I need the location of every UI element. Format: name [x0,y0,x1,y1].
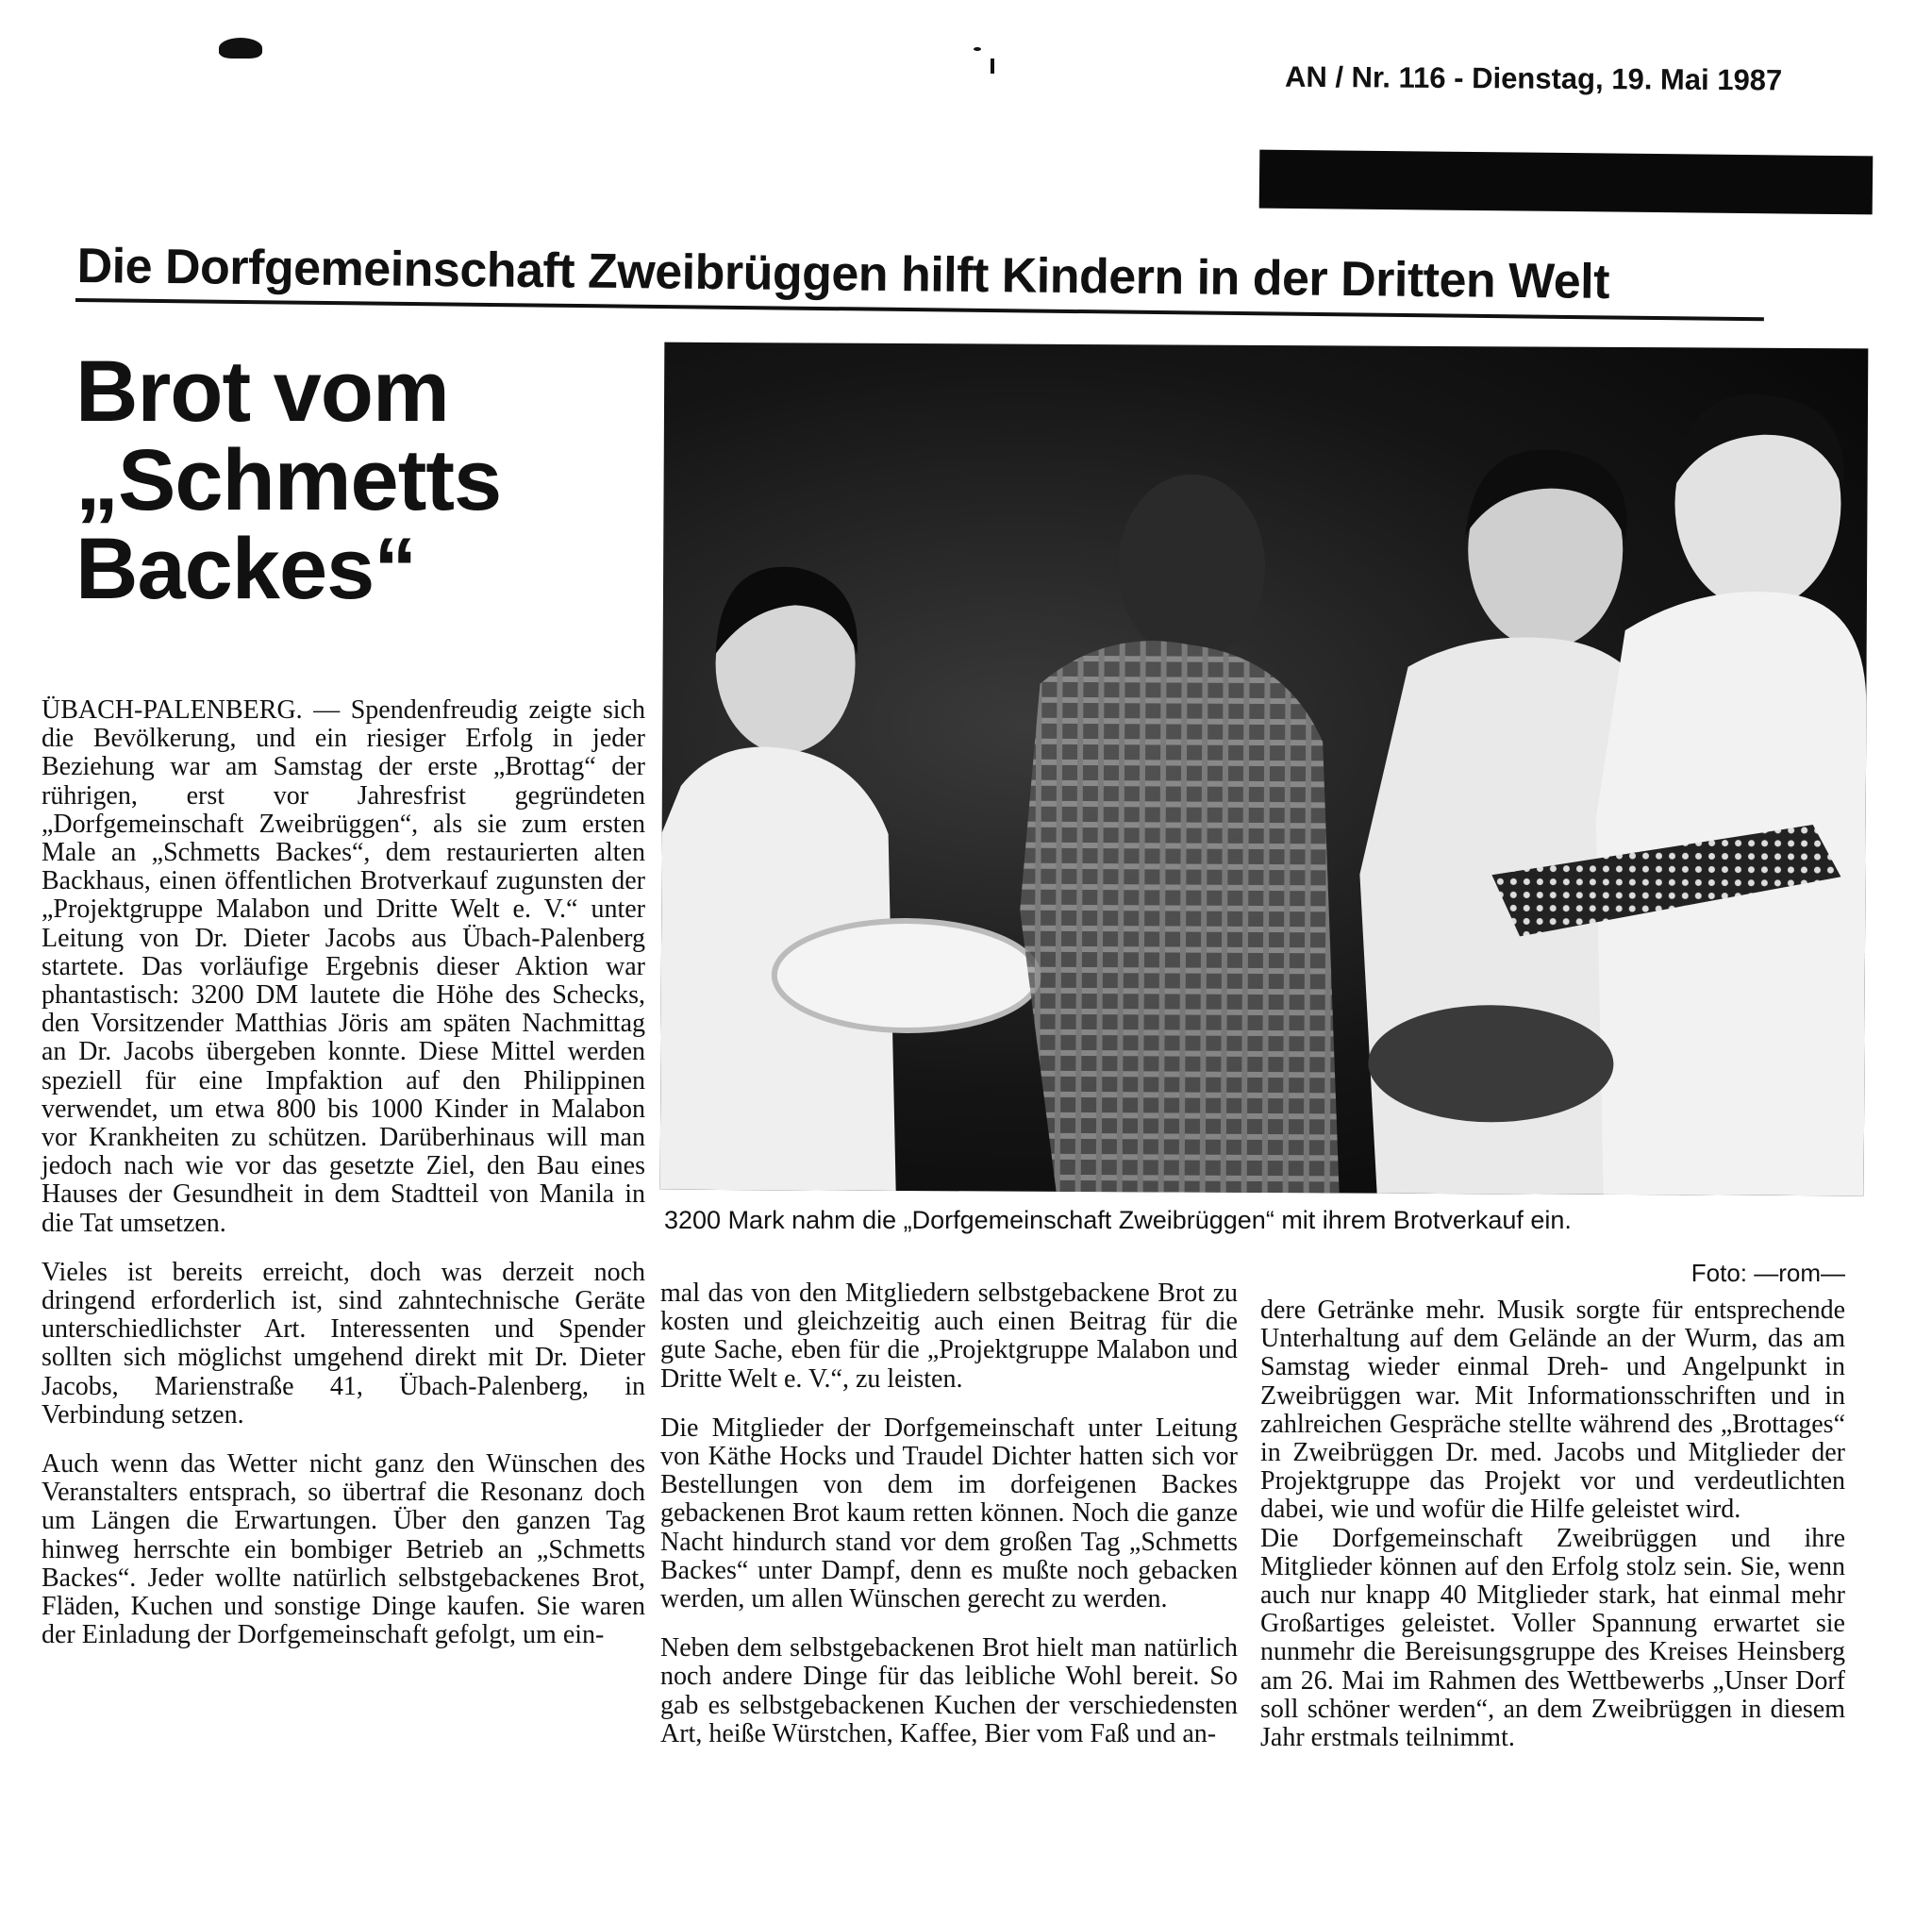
photo-illustration [660,343,1869,1196]
bread-tray [774,920,1040,1030]
headline [75,343,641,617]
headline-line-1: Brot vom [75,343,449,440]
person-middle-body [1019,640,1342,1193]
paragraph: Die Mitglieder der Dorfgemeinschaft unter Leitung von Käthe Hocks und Traudel Dichter hatten sich vor Bestellungen von dem im dorfeigenen Backes gebackenen Brot kaum retten können. Noch die ganze Nacht hindurch stand vor dem großen Tag „Schmetts Backes“ unter Dampf, denn es mußte noch gebacken werden, um allen Wünschen gerecht zu werden. [660,1413,1238,1614]
paragraph: dere Getränke mehr. Musik sorgte für entsprechende Unterhaltung auf dem Gelände an der Wurm, das am Samstag wieder einmal Dreh- und Angelpunkt in Zweibrüggen war. Mit Informationsschriften und in zahlreichen Gespräche stellte während des „Brottages“ in Zweibrüggen Dr. med. Jacobs und Mitglieder der Projektgruppe das Projekt vor und verdeutlichten dabei, wie und wofür die Hilfe geleistet wird. [1260,1296,1845,1525]
headline-line-3: Backes“ [75,521,417,617]
paragraph: Neben dem selbstgebackenen Brot hielt man natürlich noch andere Dinge für das leibliche Wohl bereit. So gab es selbstgebackenen Kuchen der verschiedensten Art, heiße Würstchen, Kaffee, Bier vom Faß und an- [660,1633,1238,1748]
scan-mark [219,38,262,59]
paragraph: mal das von den Mitgliedern selbstgebackene Brot zu kosten und gleichzeitig auch einen Beitrag für die gute Sache, eben für die „Projektgruppe Malabon und Dritte Welt e. V.“, zu leisten. [660,1279,1238,1394]
scan-mark [991,59,994,74]
paragraph: Die Dorfgemeinschaft Zweibrüggen und ihre Mitglieder können auf den Erfolg stolz sein. Sie, wenn auch nur knapp 40 Mitglieder stark, hat einmal mehr Großartiges geleistet. Voller Spannung erwartet sie nunmehr die Bereisungsgruppe des Kreises Heinsberg am 26. Mai im Rahmen des Wettbewerbs „Unser Dorf soll schöner werden“, an dem Zweibrüggen in diesem Jahr erstmals teilnimmt. [1260,1523,1845,1753]
paragraph: Auch wenn das Wetter nicht ganz den Wünschen des Veranstalters entsprach, so übertraf die Resonanz doch um Längen die Erwartungen. Über den ganzen Tag hinweg herrschte ein bombiger Betrieb an „Schmetts Backes“. Jeder wollte natürlich selbstgebackenes Brot, Fläden, Kuchen und sonstige Dinge kaufen. Sie waren der Einladung der Dorfgemeinschaft gefolgt, um ein- [42,1449,645,1650]
issue-masthead: AN / Nr. 116 - Dienstag, 19. Mai 1987 [1284,59,1783,97]
paragraph: Vieles ist bereits erreicht, doch was derzeit noch dringend erforderlich ist, sind zahntechnische Geräte unterschiedlichster Art. Interessenten und Spender sollten sich möglichst umgehend direkt mit Dr. Dieter Jacobs, Marienstraße 41, Übach-Palenberg, in Verbindung setzen. [42,1257,645,1430]
photo-caption: 3200 Mark nahm die „Dorfgemeinschaft Zweibrüggen“ mit ihrem Brotverkauf ein. [664,1206,1572,1234]
article-photo [660,343,1869,1196]
photo-credit: Foto: —rom— [1690,1259,1845,1287]
person-middle-head [1118,474,1266,660]
scan-mark [974,47,981,51]
redaction-bar [1259,150,1874,215]
headline-line-2: „Schmetts [75,432,502,528]
article-kicker: Die Dorfgemeinschaft Zweibrüggen hilft Kindern in der Dritten Welt [76,238,1610,310]
article-column-3 [1260,1296,1845,1773]
article-column-2 [660,1279,1238,1769]
paragraph: ÜBACH-PALENBERG. — Spendenfreudig zeigte sich die Bevölkerung, und ein riesiger Erfolg in jeder Beziehung war am Samstag der erste „Brottag“ der rührigen, erst vor Jahresfrist gegründeten „Dorfgemeinschaft Zweibrüggen“, als sie zum ersten Male an „Schmetts Backes“, dem restaurierten alten Backhaus, einen öffentlichen Brotverkauf zugunsten der „Projektgruppe Malabon und Dritte Welt e. V.“ unter Leitung von Dr. Dieter Jacobs aus Übach-Palenberg startete. Das vorläufige Ergebnis dieser Aktion war phantastisch: 3200 DM lautete die Höhe des Schecks, den Vorsitzender Matthias Jöris am späten Nachmittag an Dr. Jacobs übergeben konnte. Diese Mittel werden speziell für eine Impfaktion auf den Philippinen verwendet, um etwa 800 bis 1000 Kinder in Malabon vor Krankheiten zu schützen. Darüberhinaus will man jedoch nach wie vor das gesetzte Ziel, den Bau eines Hauses der Gesundheit in dem Stadtteil von Manila in die Tat umsetzen. [42,695,645,1238]
article-column-1 [42,696,645,1671]
